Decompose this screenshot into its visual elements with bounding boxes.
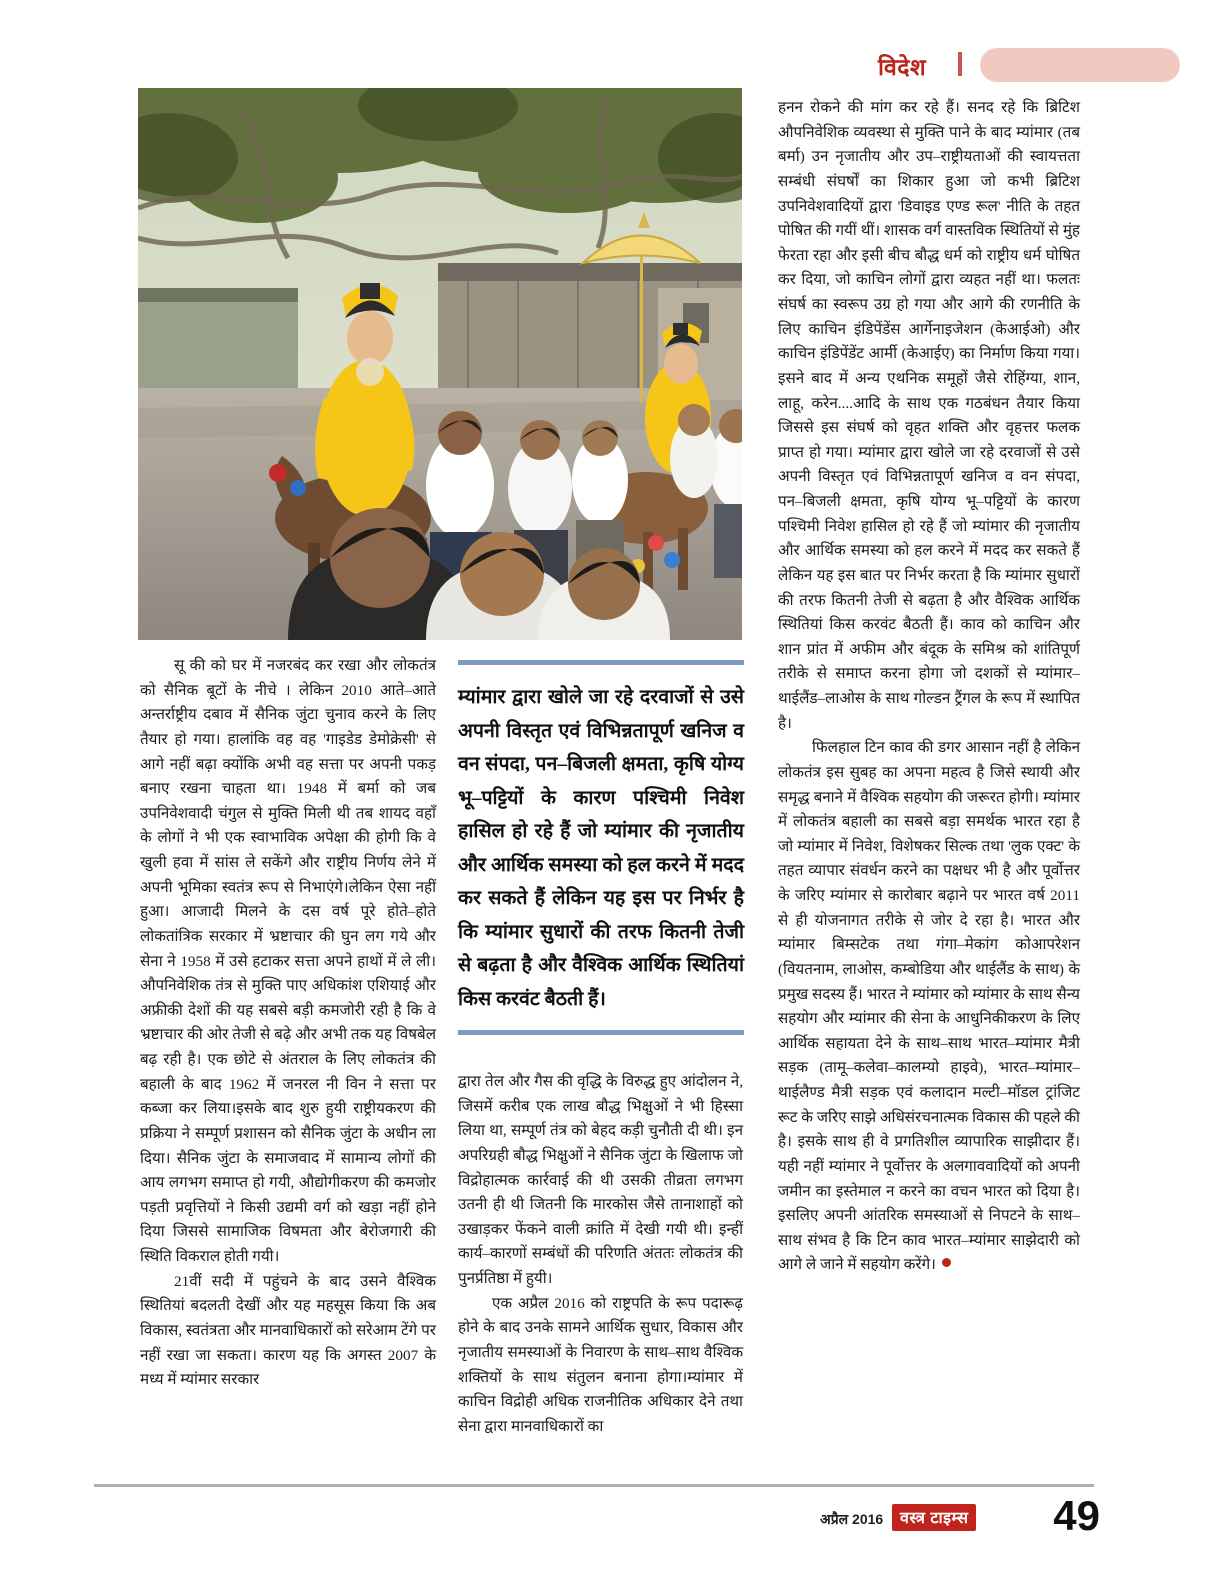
- page-footer: [820, 1492, 1100, 1548]
- page-number: 49: [1053, 1492, 1100, 1539]
- end-of-article-dot: [942, 1258, 951, 1267]
- page-header: [780, 48, 1180, 84]
- issue-date: अप्रैल 2016: [820, 1511, 884, 1527]
- pull-quote-text: म्यांमार द्वारा खोले जा रहे दरवाजों से उसे अपनी विस्तृत एवं विभिन्नतापूर्ण खनिज व वन संपदा, पन–बिजली क्षमता, कृषि योग्य भू–पट्टियों के कारण पश्चिमी निवेश हासिल हो रहे हैं जो म्यांमार की नृजातीय और आर्थिक समस्या को हल करने में मदद कर सकते हैं लेकिन यह इस पर निर्भर है कि म्यांमार सुधारों की तरफ कितनी तेजी से बढ़ता है और वैश्विक आर्थिक स्थितियां किस करवंट बैठती हैं।: [458, 687, 744, 1010]
- header-divider: [958, 52, 962, 76]
- body-column-1: [140, 654, 436, 1393]
- article-photograph: [138, 88, 742, 640]
- body-column-2: [458, 1070, 743, 1439]
- paragraph: एक अप्रैल 2016 को राष्ट्रपति के रूप पदारूढ़ होने के बाद उनके सामने आर्थिक सुधार, विकास और नृजातीय समस्याओं के निवारण के साथ–साथ वैश्विक शक्तियों के साथ संतुलन बनाना होगा।म्यांमार में काचिन विद्रोही अधिक राजनीतिक अधिकार देने तथा सेना द्वारा मानवाधिकारों का: [458, 1294, 743, 1435]
- pull-quote: [458, 660, 744, 1035]
- magazine-logo: वस्त्र टाइम्स: [892, 1504, 976, 1531]
- pull-quote-rule-bottom: [458, 1030, 744, 1035]
- body-column-3: [778, 96, 1080, 1278]
- paragraph: द्वारा तेल और गैस की वृद्धि के विरुद्ध हुए आंदोलन ने, जिसमें करीब एक लाख बौद्ध भिक्षुओं ने भी हिस्सा लिया था, सम्पूर्ण तंत्र को बेहद कड़ी चुनौती दी थी। इन अपरिग्रही बौद्ध भिक्षुओं ने सैनिक जुंटा के खिलाफ जो विद्रोहात्मक कार्रवाई की थी उसकी तीव्रता लगभग उतनी ही थी जितनी कि मारकोस जैसे तानाशाहों को उखाड़कर फेंकने वाली क्रांति में देखी गयी थी। इन्हीं कार्य–कारणों सम्बंधों की परिणति अंततः लोकतंत्र की पुनर्प्रतिष्ठा में हुयी।: [458, 1073, 743, 1287]
- paragraph: 21वीं सदी में पहुंचने के बाद उसने वैश्विक स्थितियां बदलती देखीं और यह महसूस किया कि अब विकास, स्वतंत्रता और मानवाधिकारों को सरेआम टेंगे पर नहीं रखा जा सकता। कारण यह कि अगस्त 2007 के मध्य में म्यांमार सरकार: [140, 1272, 436, 1389]
- photo-illustration: [138, 88, 742, 640]
- section-title: विदेश: [878, 54, 927, 80]
- paragraph-final: [778, 736, 1080, 1278]
- paragraph: हनन रोकने की मांग कर रहे हैं। सनद रहे कि ब्रिटिश औपनिवेशिक व्यवस्था से मुक्ति पाने के बाद म्यांमार (तब बर्मा) उन नृजातीय और उप–राष्ट्रीयताओं की स्वायत्तता सम्बंधी संघर्षों का शिकार हुआ जो कभी ब्रिटिश उपनिवेशवादियों द्वारा 'डिवाइड एण्ड रूल' नीति के तहत पोषित की गयीं थीं। शासक वर्ग वास्तविक स्थितियों से मुंह फेरता रहा और इसी बीच बौद्ध धर्म को राष्ट्रीय धर्म घोषित कर दिया, जो काचिन लोगों द्वारा व्यहत नहीं था। फलतः संघर्ष का स्वरूप उग्र हो गया और आगे की रणनीति के लिए काचिन इंडिपेंडेंस आर्गेनाइजेशन (केआईओ) और काचिन इंडिपेंडेंट आर्मी (केआईए) का निर्माण किया गया। इसने बाद में अन्य एथनिक समूहों जैसे रोहिंग्या, शान, लाहू, करेन....आदि के साथ एक गठबंधन तैयार किया जिससे इस संघर्ष को वृहत शक्ति और वृहत्तर फलक प्राप्त हो गया। म्यांमार द्वारा खोले जा रहे दरवाजों से उसे अपनी विस्तृत एवं विभिन्नतापूर्ण खनिज व वन संपदा, पन–बिजली क्षमता, कृषि योग्य भू–पट्टियों के कारण पश्चिमी निवेश हासिल हो रहे हैं जो म्यांमार की नृजातीय और आर्थिक समस्या को हल करने में मदद कर सकते हैं लेकिन यह इस बात पर निर्भर करता है कि म्यांमार सुधारों की तरफ कितनी तेजी से बढ़ता है और वैश्विक आर्थिक स्थितियां किस करवंट बैठती हैं। काव को काचिन और शान प्रांत में अफीम और बंदूक के समिश्र को शांतिपूर्ण तरीके से समाप्त करना होगा जो दशकों से म्यांमार–थाईलैंड–लाओस के साथ गोल्डन ट्रैंगल के रूप में स्थापित है।: [778, 99, 1080, 732]
- paragraph: सू की को घर में नजरबंद कर रखा और लोकतंत्र को सैनिक बूटों के नीचे । लेकिन 2010 आते–आते अन्तर्राष्ट्रीय दबाव में सैनिक जुंटा चुनाव करने के लिए तैयार हो गया। हालांकि वह वह 'गाइडेड डेमोक्रेसी' से आगे नहीं बढ़ा क्योंकि अभी वह सत्ता पर अपनी पकड़ बनाए रखना चाहता था। 1948 में बर्मा को जब उपनिवेशवादी चंगुल से मुक्ति मिली थी तब शायद वहाँ के लोगों ने भी एक स्वाभाविक अपेक्षा की होगी कि वे खुली हवा में सांस ले सकेंगे और राष्ट्रीय निर्णय लेने में अपनी भूमिका स्वतंत्र रूप से निभाएंगे।लेकिन ऐसा नहीं हुआ। आजादी मिलने के दस वर्ष पूरे होते–होते लोकतांत्रिक सरकार में भ्रष्टाचार की घुन लग गये और सेना ने 1958 में उसे हटाकर सत्ता अपने हाथों में ले ली। औपनिवेशिक तंत्र से मुक्ति पाए अधिकांश एशियाई और अफ्रीकी देशों की यह सबसे बड़ी कमजोरी रही है कि वे भ्रष्टाचार की ओर तेजी से बढ़े और अभी तक यह विषबेल बढ़ रही है। एक छोटे से अंतराल के लिए लोकतंत्र की बहाली के बाद 1962 में जनरल नी विन ने सत्ता पर कब्जा कर लिया।इसके बाद शुरु हुयी राष्ट्रीयकरण की प्रक्रिया ने सम्पूर्ण प्रशासन को सैनिक जुंटा के अधीन ला दिया। सैनिक जुंटा के समाजवाद में सामान्य लोगों की आय लगभग समाप्त हो गयी, औद्योगीकरण की कमजोर पड़ती प्रवृत्तियों ने किसी उद्यमी वर्ग को खड़ा नहीं होने दिया जिससे सामाजिक विषमता और बेरोजगारी की स्थिति विकराल होती गयी।: [140, 657, 436, 1265]
- paragraph-text: फिलहाल टिन काव की डगर आसान नहीं है लेकिन लोकतंत्र इस सुबह का अपना महत्व है जिसे स्थायी और समृद्ध बनाने में वैश्विक सहयोग की जरूरत होगी। म्यांमार में लोकतंत्र बहाली का सबसे बड़ा समर्थक भारत रहा है जो म्यांमार में निवेश, विशेषकर सिल्क तथा 'लुक एक्ट' के तहत व्यापार संवर्धन करने का पक्षधर भी है और पूर्वोत्तर के जरिए म्यांमार से कारोबार बढ़ाने पर भारत वर्ष 2011 से ही योजनागत तरीके से जोर दे रहा है। भारत और म्यांमार बिम्सटेक तथा गंगा–मेकांग कोआपरेशन (वियतनाम, लाओस, कम्बोडिया और थाईलैंड के साथ) के प्रमुख सदस्य हैं। भारत ने म्यांमार को म्यांमार के साथ सैन्य सहयोग और म्यांमार की सेना के आधुनिकीकरण के लिए आर्थिक सहायता देने के साथ–साथ भारत–म्यांमार मैत्री सड़क (तामू–कलेवा–कालम्यो हाइवे), भारत–म्यांमार–थाईलैण्ड मैत्री सड़क एवं कलादान मल्टी–मॉडल ट्रांजिट रूट के जरिए साझे अधिसंरचनात्मक विकास की पहले की है। इसके साथ ही वे प्रगतिशील व्यापारिक साझीदार हैं। यही नहीं म्यांमार ने पूर्वोत्तर के अलगाववादियों को अपनी जमीन का इस्तेमाल न करने का वचन भारत को दिया है।इसलिए अपनी आंतरिक समस्याओं से निपटने के साथ–साथ संभव है कि टिन काव भारत–म्यांमार साझेदारी को आगे ले जाने में सहयोग करेंगे।: [778, 739, 1080, 1274]
- header-pill-decoration: [980, 48, 1180, 82]
- footer-divider: [94, 1484, 1094, 1487]
